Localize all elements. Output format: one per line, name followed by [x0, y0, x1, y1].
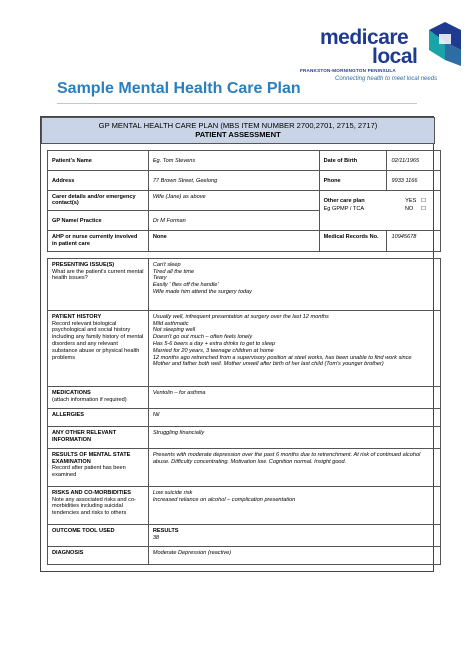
list-item: Usually well, infrequent presentation at surgery over the last 12 months: [152, 313, 329, 320]
mse-title: RESULTS OF MENTAL STATE EXAMINATION: [52, 451, 131, 465]
no-label: NO: [404, 206, 414, 213]
list-item: Mild asthmatic: [152, 320, 189, 327]
table-row: [48, 231, 441, 252]
form-header-line1: GP MENTAL HEALTH CARE PLAN (MBS ITEM NUMBER 2700,2701, 2715, 2717): [98, 121, 378, 130]
presenting-issues-value[interactable]: [148, 258, 440, 310]
mse-sub: Record after patient has been examined: [52, 465, 126, 479]
title-divider: [57, 103, 417, 104]
list-item: Ventolin – for asthma: [152, 389, 206, 396]
address-label: Address: [48, 170, 149, 190]
presenting-issues-label-cell: [48, 258, 149, 310]
list-item: Has 5-6 beers a day + extra drinks to get to sleep: [152, 341, 276, 347]
yes-option[interactable]: [405, 198, 426, 205]
list-item: Increased reliance on alcohol – complication presentation: [152, 496, 296, 503]
dob-label: Date of Birth: [319, 150, 387, 170]
list-item: Tired all the time: [152, 268, 195, 275]
phone-value[interactable]: 9933 1166: [387, 170, 441, 190]
presenting-issues-title: PRESENTING ISSUE(S): [52, 261, 115, 268]
page-title: Sample Mental Health Care Plan: [57, 80, 301, 97]
results-label: RESULTS: [152, 527, 179, 534]
other-info-value[interactable]: Struggling financially: [148, 426, 440, 448]
list-item: Wife made him attend the surgery today: [152, 289, 252, 295]
table-row: [48, 170, 441, 190]
list-item: Married for 20 years, 3 teenage children at home: [152, 347, 274, 354]
list-item: Not sleeping well: [152, 327, 196, 334]
allergies-value[interactable]: Nil: [148, 408, 440, 426]
medications-value[interactable]: [148, 386, 440, 408]
table-row: [48, 408, 441, 426]
results-value: 38: [152, 534, 160, 541]
carer-label: Carer details and/or emergency contact(s): [48, 190, 149, 211]
outcome-tool-label: OUTCOME TOOL USED: [48, 524, 149, 546]
patient-history-label-cell: [48, 310, 149, 386]
other-care-plan-label: Other care plan: [323, 197, 365, 204]
patient-details-section: [41, 144, 433, 258]
other-care-plan-sub: Eg GPMP / TCA: [323, 206, 365, 213]
ahp-value[interactable]: None: [148, 231, 319, 252]
medications-sub: (attach information if required): [52, 396, 127, 403]
medical-records-value[interactable]: 10945678: [387, 231, 441, 252]
logo-word-medicare: medicare: [320, 26, 409, 49]
diagnosis-label: DIAGNOSIS: [48, 546, 149, 564]
gp-value[interactable]: Dr M Forman: [148, 211, 319, 231]
medicare-local-logo: [300, 24, 465, 80]
table-row: [48, 386, 441, 408]
dob-value[interactable]: 02/11/1965: [387, 150, 441, 170]
table-row: [48, 448, 441, 486]
patient-history-sub: Record relevant biological psychological and social history including any family history of mental disorders and any relevant substance abuse or physical health problems: [52, 320, 144, 361]
carer-value[interactable]: Wife (Jane) as above: [148, 190, 319, 211]
form-header-line2: PATIENT ASSESSMENT: [195, 130, 281, 140]
list-item: Can't sleep: [152, 261, 181, 268]
presenting-issues-sub: What are the patient's current mental health issues?: [52, 268, 144, 282]
patient-name-value[interactable]: Eg. Tom Stevens: [148, 150, 319, 170]
table-row: [48, 524, 441, 546]
logo-word-local: local: [372, 45, 418, 68]
list-item: Mother and father both well. Mother unwell after birth of her last child (Tom's younger brother): [152, 361, 384, 368]
care-plan-form: [40, 116, 434, 572]
medications-title: MEDICATIONS: [52, 389, 91, 396]
table-row: [48, 486, 441, 524]
risks-sub: Note any associated risks and co-morbidities including suicidal tendencies and risks to others: [52, 496, 136, 517]
medical-records-label: Medical Records No.: [319, 231, 387, 252]
risks-title: RISKS AND CO-MORBIDITIES: [52, 489, 132, 496]
list-item: 12 months ago retrenched from a supervisory position at steel works, has been unable to find work since: [152, 354, 412, 361]
table-row: [48, 150, 441, 170]
patient-history-title: PATIENT HISTORY: [52, 313, 102, 320]
no-checkbox[interactable]: ☐: [420, 206, 426, 213]
outcome-results-cell[interactable]: [148, 524, 440, 546]
patient-name-label: Patient's Name: [48, 150, 149, 170]
logo-tagline: Connecting health to meet local needs: [335, 76, 438, 82]
allergies-label: ALLERGIES: [48, 408, 149, 426]
mse-label-cell: [48, 448, 149, 486]
no-option[interactable]: [405, 206, 426, 213]
other-info-label: ANY OTHER RELEVANT INFORMATION: [48, 426, 149, 448]
medications-label-cell: [48, 386, 149, 408]
patient-history-value[interactable]: [148, 310, 440, 386]
risks-label-cell: [48, 486, 149, 524]
mse-value[interactable]: Presents with moderate depression over the past 6 months due to retrenchment. At risk of continued alcohol abuse. Difficulty concentrating. Motivation low. Cognition normal. Insight good.: [148, 448, 440, 486]
address-value[interactable]: 77 Brown Street, Geelong: [148, 170, 319, 190]
diagnosis-value[interactable]: Moderate Depression (reactive): [148, 546, 440, 564]
other-care-plan-cell: [319, 190, 440, 231]
list-item: Teary: [152, 275, 167, 282]
form-header: [42, 118, 435, 144]
logo-mark-icon: [425, 20, 465, 68]
risks-value[interactable]: [148, 486, 440, 524]
table-row: [48, 546, 441, 564]
table-row: [48, 310, 441, 386]
ahp-label: AHP or nurse currently involved in patient care: [48, 231, 149, 252]
phone-label: Phone: [319, 170, 387, 190]
assessment-section: [41, 258, 433, 571]
list-item: Low suicide risk: [152, 489, 193, 496]
table-row: [48, 426, 441, 448]
list-item: Doesn't go out much – often feels lonely: [152, 334, 253, 341]
yes-label: YES: [405, 197, 417, 204]
assessment-table: [47, 258, 441, 565]
patient-details-table: [47, 150, 441, 252]
logo-region-text: FRANKSTON-MORNINGTON PENINSULA: [300, 68, 396, 73]
gp-label: GP Name/ Practice: [48, 211, 149, 231]
table-row: [48, 190, 441, 211]
yes-checkbox[interactable]: ☐: [420, 197, 426, 204]
table-row: [48, 258, 441, 310]
list-item: Easily ' flies off the handle': [152, 282, 219, 289]
